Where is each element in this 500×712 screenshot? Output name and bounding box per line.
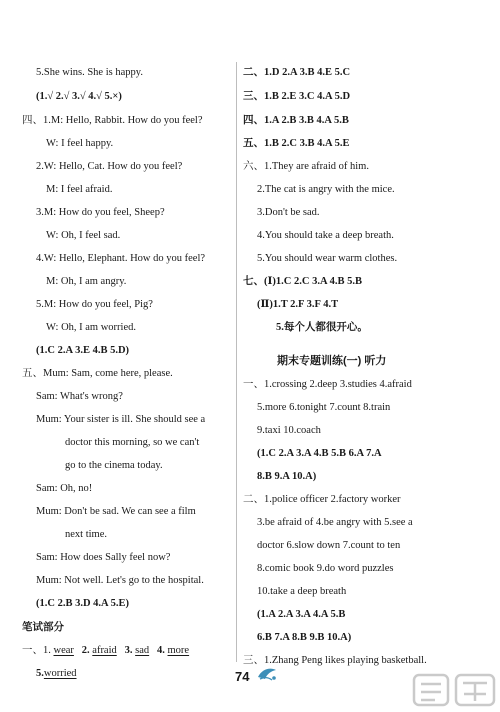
answer-line: Mum: Don't be sad. We can see a film [36, 506, 196, 517]
site-watermark-icon [412, 672, 498, 710]
answer-line: 六、1.They are afraid of him. [243, 161, 369, 172]
answer-key: (1.C 2.B 3.D 4.A 5.E) [36, 598, 130, 609]
item-number: 2. [81, 645, 90, 656]
answer-key: 五、1.B 2.C 3.B 4.A 5.E [243, 138, 350, 149]
answer-line: Sam: Oh, no! [36, 483, 93, 494]
answer-line: Sam: How does Sally feel now? [36, 552, 171, 563]
answer-line: 5.She wins. She is happy. [36, 67, 143, 78]
answer-key: (1.√ 2.√ 3.√ 4.√ 5.×) [36, 91, 122, 102]
answer-word: sad [135, 645, 150, 656]
item-number: 一、1. [22, 645, 51, 656]
section-heading: 笔试部分 [22, 621, 64, 633]
item-number: 5. [36, 668, 44, 679]
answer-line: 二、1.police officer 2.factory worker [243, 494, 401, 505]
answer-line: 5.You should wear warm clothes. [257, 253, 398, 264]
answer-word: worried [43, 668, 77, 679]
answer-line: next time. [65, 529, 107, 540]
answer-key: 二、1.D 2.A 3.B 4.E 5.C [243, 67, 351, 78]
answer-line: doctor this morning, so we can't [65, 437, 200, 448]
answer-line: Mum: Not well. Let's go to the hospital. [36, 575, 204, 586]
answer-key: (1.C 2.A 3.E 4.B 5.D) [36, 345, 130, 356]
answer-line: 五、Mum: Sam, come here, please. [22, 368, 173, 379]
answer-line: 2.W: Hello, Cat. How do you feel? [36, 161, 183, 172]
answer-line: M: Oh, I am angry. [46, 276, 127, 287]
answer-line: Sam: What's wrong? [36, 391, 123, 402]
answer-line: 5.M: How do you feel, Pig? [36, 299, 153, 310]
item-number: 4. [157, 645, 165, 656]
answer-line: 四、1.M: Hello, Rabbit. How do you feel? [22, 115, 203, 126]
answer-line: 8.comic book 9.do word puzzles [257, 563, 394, 574]
answer-line: 4.W: Hello, Elephant. How do you feel? [36, 253, 206, 264]
answer-line: 3.M: How do you feel, Sheep? [36, 207, 165, 218]
answer-key: (1.C 2.A 3.A 4.B 5.B 6.A 7.A [257, 448, 382, 459]
answer-line: W: I feel happy. [46, 138, 114, 149]
answer-line: 一、1.crossing 2.deep 3.studies 4.afraid [243, 379, 412, 390]
answer-line: 5.每个人都很开心。 [276, 322, 368, 333]
item-number: 3. [124, 645, 133, 656]
answer-line: doctor 6.slow down 7.count to ten [257, 540, 401, 551]
answer-key: (Ⅱ)1.T 2.F 3.F 4.T [257, 299, 339, 310]
answer-word: wear [53, 645, 74, 656]
answer-line: 三、1.Zhang Peng likes playing basketball. [243, 655, 427, 666]
answer-line: 10.take a deep breath [257, 586, 347, 597]
answer-line: 2.The cat is angry with the mice. [257, 184, 395, 195]
answer-key: 8.B 9.A 10.A) [257, 471, 317, 482]
answer-key: (1.A 2.A 3.A 4.A 5.B [257, 609, 346, 620]
answer-line: 5.more 6.tonight 7.count 8.train [257, 402, 391, 413]
answer-line: 3.be afraid of 4.be angry with 5.see a [257, 517, 413, 528]
answer-key: 6.B 7.A 8.B 9.B 10.A) [257, 632, 352, 643]
answer-key: 七、(Ⅰ)1.C 2.C 3.A 4.B 5.B [243, 276, 362, 287]
leaf-ornament-icon [256, 665, 278, 683]
column-divider [236, 62, 237, 662]
answer-key: 三、1.B 2.E 3.C 4.A 5.D [243, 91, 351, 102]
answer-line: go to the cinema today. [65, 460, 163, 471]
section-title: 期末专题训练(一) 听力 [277, 355, 387, 367]
answer-line [22, 644, 189, 657]
answer-line: 9.taxi 10.coach [257, 425, 321, 436]
answer-line: Mum: Your sister is ill. She should see a [36, 414, 206, 425]
answer-line: W: Oh, I am worried. [46, 322, 136, 333]
answer-line [36, 667, 77, 680]
answer-line: W: Oh, I feel sad. [46, 230, 121, 241]
answer-key: 四、1.A 2.B 3.B 4.A 5.B [243, 115, 349, 126]
answer-line: 3.Don't be sad. [257, 207, 320, 218]
answer-line: M: I feel afraid. [46, 184, 113, 195]
answer-line: 4.You should take a deep breath. [257, 230, 394, 241]
answer-word: more [167, 645, 190, 656]
answer-word: afraid [92, 645, 117, 656]
page-number: 74 [235, 669, 250, 684]
